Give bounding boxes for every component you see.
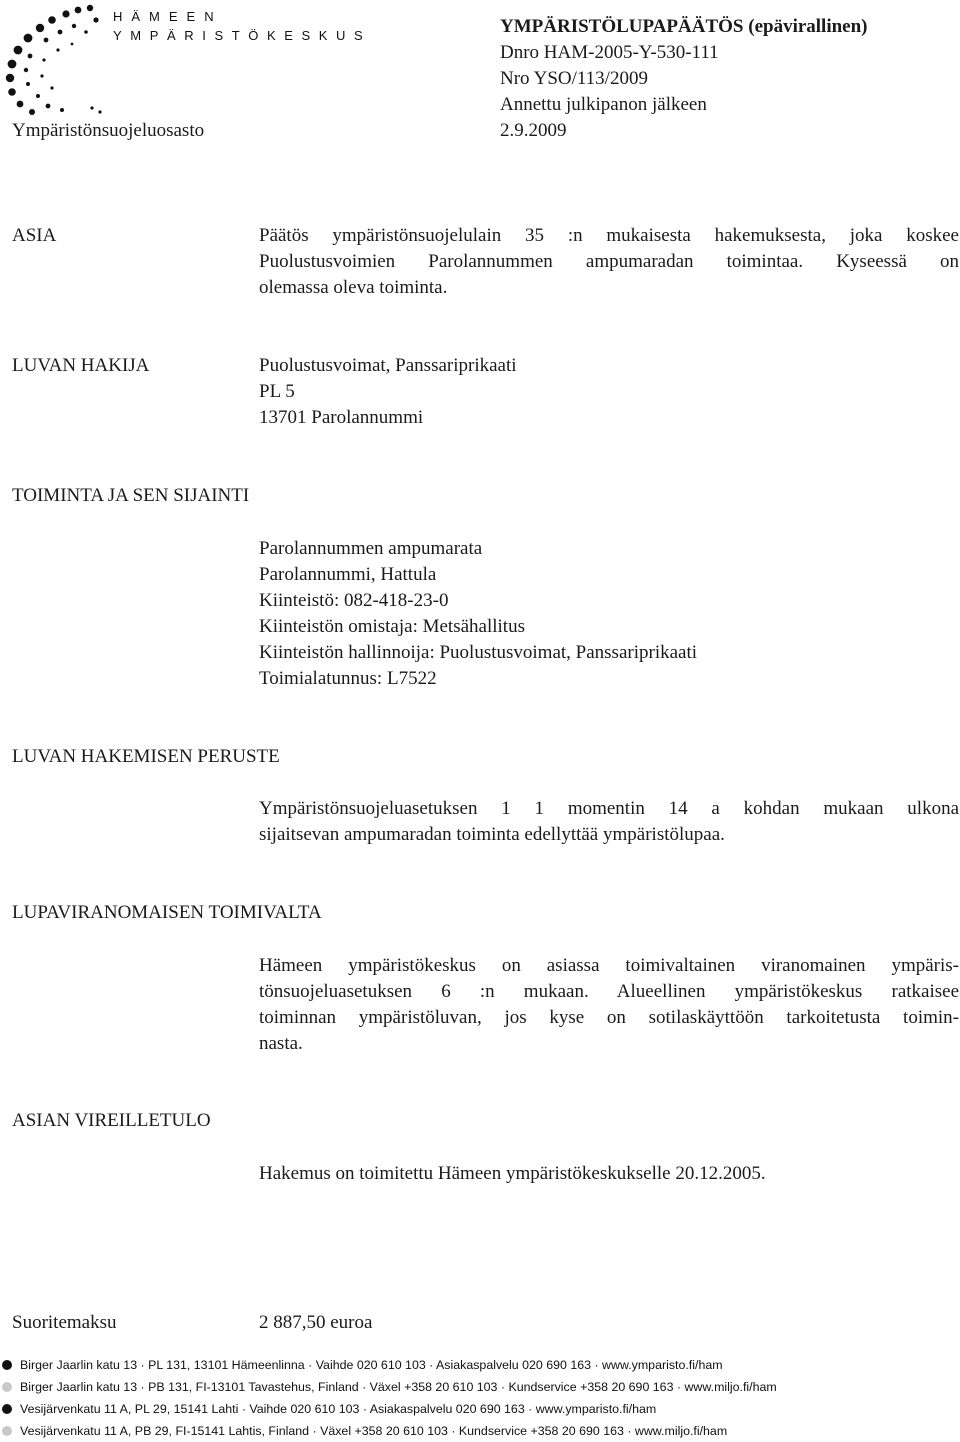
peruste-line-2: sijaitsevan ampumaradan toiminta edellyttää ympäristölupaa. [259, 824, 725, 845]
document-title: YMPÄRISTÖLUPAPÄÄTÖS (epävirallinen) [500, 16, 868, 37]
fee-value: 2 887,50 euroa [259, 1312, 373, 1333]
section-label-hakija: LUVAN HAKIJA [12, 355, 150, 376]
toimivalta-line-2: tönsuojeluasetuksen 6 :n mukaan. Alueellinen ympäristökeskus ratkaisee [259, 981, 959, 1002]
footer-line-1: Birger Jaarlin katu 13 · PL 131, 13101 Hämeenlinna · Vaihde 020 610 103 · Asiakaspalvelu 020 690 163 · www.ymparisto.fi/ham [20, 1358, 723, 1372]
logo-dots-icon [0, 0, 110, 120]
footer-line-4: Vesijärvenkatu 11 A, PB 29, FI-15141 Lahtis, Finland · Växel +358 20 610 103 · Kundservice +358 20 690 163 · www.miljo.fi/ham [20, 1424, 728, 1438]
footer-row [0, 1400, 960, 1420]
footer-line-2: Birger Jaarlin katu 13 · PB 131, FI-13101 Tavastehus, Finland · Växel +358 20 610 103 · Kundservice +358 20 690 163 · www.miljo.fi/ham [20, 1380, 777, 1394]
issued-note: Annettu julkipanon jälkeen [500, 94, 707, 115]
footer-row [0, 1378, 960, 1398]
toiminta-line-2: Parolannummi, Hattula [259, 564, 437, 585]
toiminta-line-3: Kiinteistö: 082-418-23-0 [259, 590, 449, 611]
toiminta-line-5: Kiinteistön hallinnoija: Puolustusvoimat, Panssariprikaati [259, 642, 698, 663]
footer-row [0, 1422, 960, 1442]
section-peruste-text [259, 796, 959, 848]
decision-date: 2.9.2009 [500, 120, 567, 141]
footer-row [0, 1356, 960, 1376]
asia-line-3: olemassa oleva toiminta. [259, 277, 448, 298]
vireilletulo-line-1: Hakemus on toimitettu Hämeen ympäristökeskukselle 20.12.2005. [259, 1163, 766, 1184]
logo-line-2: YMPÄRISTÖKESKUS [113, 28, 372, 43]
decision-number: Nro YSO/113/2009 [500, 68, 648, 89]
fee-label: Suoritemaksu [12, 1312, 117, 1333]
dark-dot-icon [2, 1360, 12, 1370]
toiminta-line-6: Toimialatunnus: L7522 [259, 668, 437, 689]
light-dot-icon [2, 1382, 12, 1392]
light-dot-icon [2, 1426, 12, 1436]
dnro-number: Dnro HAM-2005-Y-530-111 [500, 42, 719, 63]
department-name: Ympäristönsuojeluosasto [12, 120, 205, 141]
section-asia-text [259, 223, 959, 301]
hakija-line-1: Puolustusvoimat, Panssariprikaati [259, 355, 517, 376]
asia-line-2: Puolustusvoimien Parolannummen ampumaradan toimintaa. Kyseessä on [259, 251, 959, 272]
logo-line-1: HÄMEEN [113, 9, 223, 24]
section-label-asia: ASIA [12, 225, 57, 246]
section-label-vireilletulo: ASIAN VIREILLETULO [12, 1110, 211, 1131]
toimivalta-line-1: Hämeen ympäristökeskus on asiassa toimivaltainen viranomainen ympäris- [259, 955, 959, 976]
asia-line-1: Päätös ympäristönsuojelulain 35 :n mukaisesta hakemuksesta, joka koskee [259, 225, 959, 246]
organization-logo [0, 0, 372, 120]
toiminta-line-1: Parolannummen ampumarata [259, 538, 483, 559]
footer-line-3: Vesijärvenkatu 11 A, PL 29, 15141 Lahti · Vaihde 020 610 103 · Asiakaspalvelu 020 690 163 · www.ymparisto.fi/ham [20, 1402, 657, 1416]
hakija-line-3: 13701 Parolannummi [259, 407, 424, 428]
hakija-line-2: PL 5 [259, 381, 295, 402]
toimivalta-line-3: toiminnan ympäristöluvan, jos kyse on sotilaskäyttöön tarkoitetusta toimin- [259, 1007, 959, 1028]
toiminta-line-4: Kiinteistön omistaja: Metsähallitus [259, 616, 525, 637]
section-toimivalta-text [259, 953, 959, 1057]
toimivalta-line-4: nasta. [259, 1033, 303, 1054]
section-label-peruste: LUVAN HAKEMISEN PERUSTE [12, 746, 280, 767]
section-hakija-text [259, 353, 959, 431]
section-vireilletulo-text [259, 1161, 959, 1187]
peruste-line-1: Ympäristönsuojeluasetuksen 1 1 momentin 14 a kohdan mukaan ulkona [259, 798, 959, 819]
section-toiminta-text [259, 536, 959, 692]
section-label-toiminta: TOIMINTA JA SEN SIJAINTI [12, 485, 250, 506]
dark-dot-icon [2, 1404, 12, 1414]
section-label-toimivalta: LUPAVIRANOMAISEN TOIMIVALTA [12, 902, 322, 923]
